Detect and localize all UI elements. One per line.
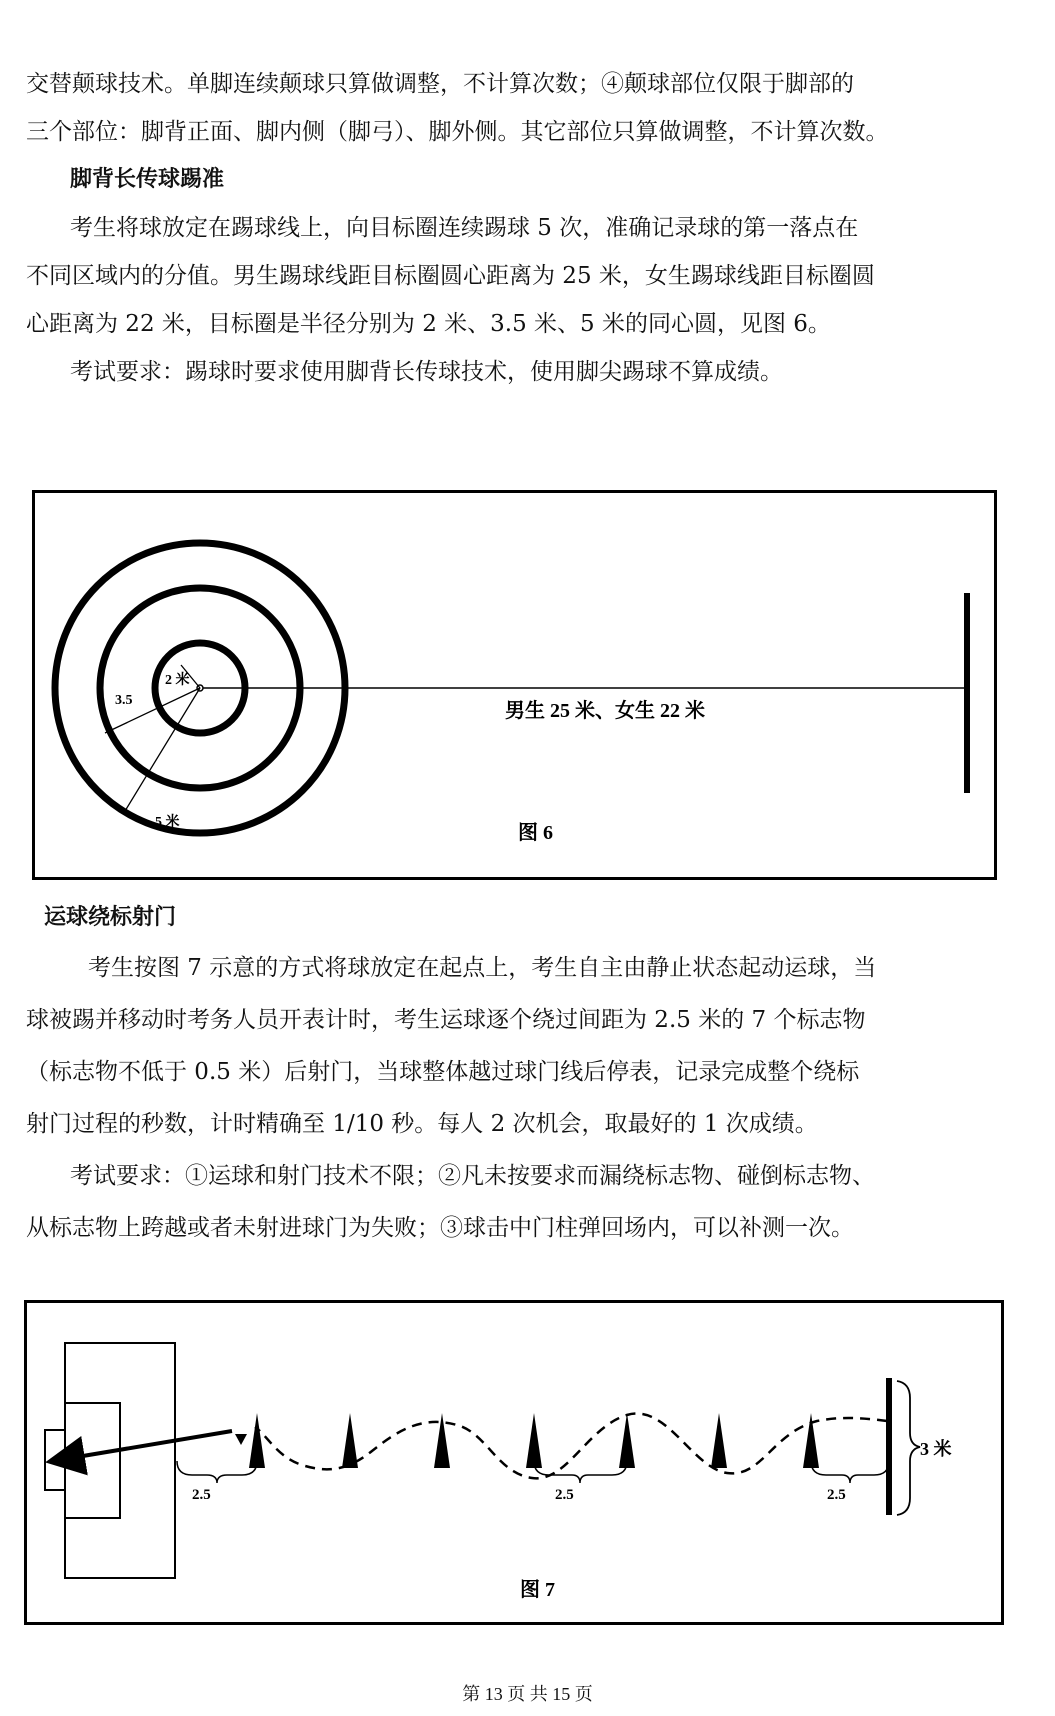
- cone-4: [526, 1413, 542, 1468]
- paragraph-line: 考生按图 7 示意的方式将球放定在起点上，考生自主由静止状态起动运球，当: [88, 955, 877, 981]
- width-brace: [897, 1381, 920, 1515]
- spacing-label-3: 2.5: [827, 1487, 846, 1503]
- label-5m: 5 米: [155, 815, 180, 830]
- distance-label: 男生 25 米、女生 22 米: [505, 700, 705, 722]
- paragraph-line: 三个部位：脚背正面、脚内侧（脚弓）、脚外侧。其它部位只算做调整，不计算次数。: [26, 119, 889, 145]
- paragraph-line: 不同区域内的分值。男生踢球线距目标圈圆心距离为 25 米，女生踢球线距目标圈圆: [26, 263, 875, 289]
- spacing-label-2: 2.5: [555, 1487, 574, 1503]
- width-label-3m: 3 米: [920, 1439, 952, 1459]
- paragraph-line: 考试要求：①运球和射门技术不限；②凡未按要求而漏绕标志物、碰倒标志物、: [70, 1163, 875, 1189]
- paragraph-line: 从标志物上跨越或者未射进球门为失败；③球击中门柱弹回场内，可以补测一次。: [26, 1215, 854, 1241]
- paragraph-line: 考生将球放定在踢球线上，向目标圈连续踢球 5 次，准确记录球的第一落点在: [70, 215, 859, 241]
- figure-7-drawing: [27, 1303, 1007, 1628]
- cone-5: [619, 1413, 635, 1468]
- spacing-brace-1: [177, 1461, 257, 1483]
- paragraph-line: （标志物不低于 0.5 米）后射门，当球整体越过球门线后停表，记录完成整个绕标: [26, 1059, 860, 1085]
- section-heading-long-pass: 脚背长传球踢准: [70, 167, 225, 192]
- label-3-5: 3.5: [115, 693, 133, 708]
- paragraph-line: 射门过程的秒数，计时精确至 1/10 秒。每人 2 次机会，取最好的 1 次成绩。: [26, 1111, 818, 1137]
- spacing-brace-2: [534, 1461, 627, 1483]
- direction-marker: [235, 1434, 247, 1445]
- cone-6: [711, 1413, 727, 1468]
- paragraph-line: 心距离为 22 米，目标圈是半径分别为 2 米、3.5 米、5 米的同心圆，见图 6。: [26, 311, 831, 337]
- label-2m: 2 米: [165, 673, 190, 688]
- spacing-brace-3: [811, 1461, 889, 1483]
- paragraph-line: 球被踢并移动时考务人员开表计时，考生运球逐个绕过间距为 2.5 米的 7 个标志物: [26, 1007, 866, 1033]
- cone-1: [249, 1413, 265, 1468]
- figure-7-dribble-course: [24, 1300, 1004, 1625]
- goal-area: [65, 1403, 120, 1518]
- paragraph-line: 交替颠球技术。单脚连续颠球只算做调整，不计算次数；④颠球部位仅限于脚部的: [26, 71, 854, 97]
- cone-2: [342, 1413, 358, 1468]
- spacing-label-1: 2.5: [192, 1487, 211, 1503]
- figure-6-target-circles: [32, 490, 997, 880]
- paragraph-line: 考试要求：踢球时要求使用脚背长传球技术，使用脚尖踢球不算成绩。: [70, 359, 783, 385]
- page-footer: 第 13 页 共 15 页: [462, 1684, 593, 1704]
- shot-arrow: [53, 1431, 232, 1461]
- section-heading-dribble-shoot: 运球绕标射门: [44, 905, 177, 930]
- figure-6-caption: 图 6: [518, 822, 553, 844]
- figure-7-caption: 图 7: [520, 1579, 555, 1601]
